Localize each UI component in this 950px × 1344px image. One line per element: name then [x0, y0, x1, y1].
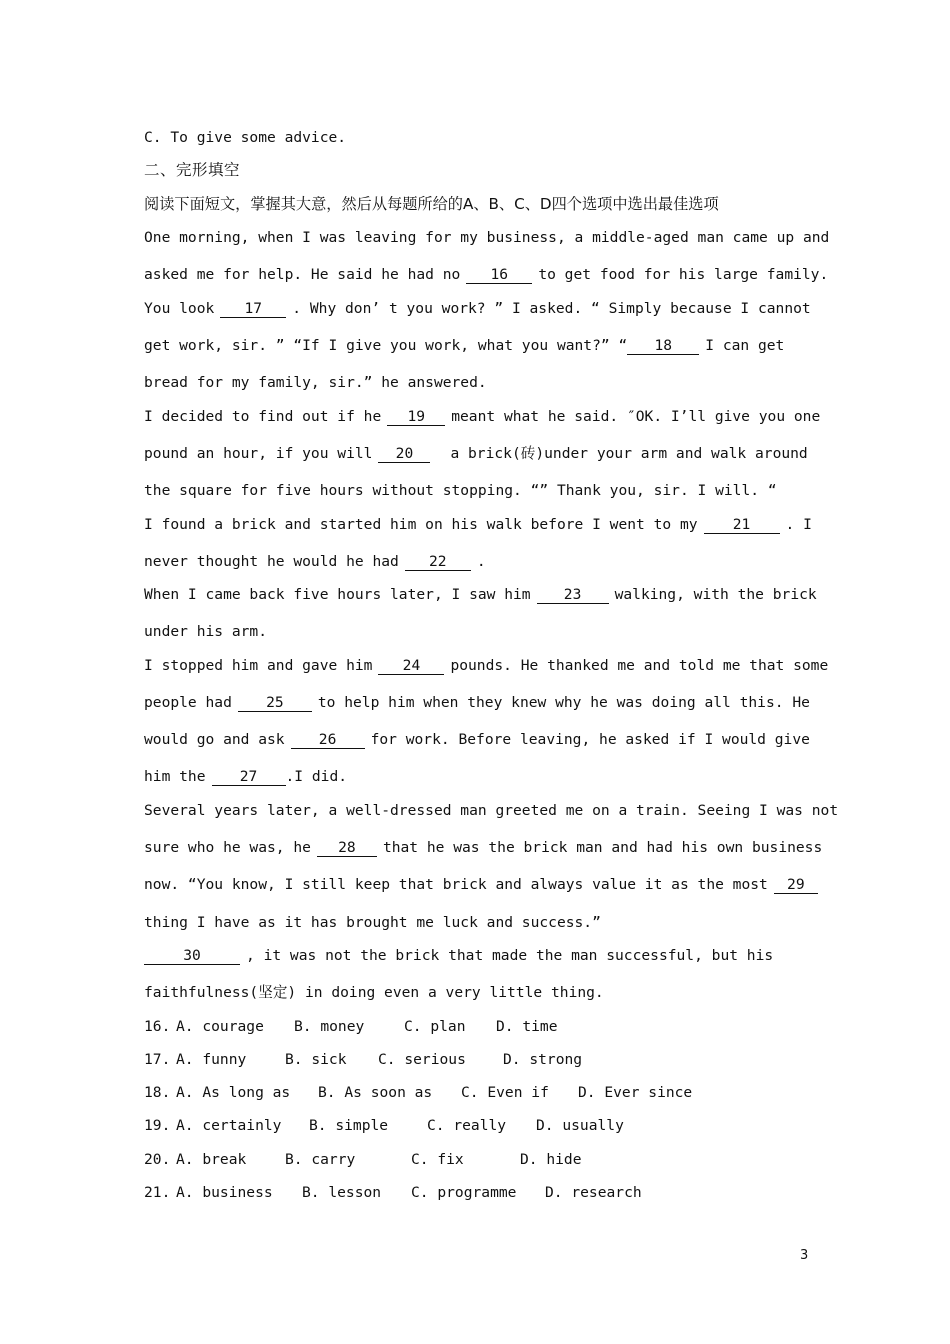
option-a[interactable]: A. courage: [176, 1018, 264, 1035]
passage-line: [144, 552, 806, 572]
passage-text: , it was not the brick that made the man successful, but his: [246, 947, 774, 964]
passage-line: under his arm.: [144, 623, 268, 640]
question-number: 20.: [144, 1151, 171, 1168]
option-c[interactable]: C. really: [427, 1117, 507, 1134]
passage-text: people had: [144, 694, 232, 711]
option-c[interactable]: C. fix: [411, 1151, 464, 1168]
question-16: [144, 1017, 806, 1037]
option-d[interactable]: D. time: [496, 1018, 558, 1035]
option-b[interactable]: B. lesson: [302, 1184, 382, 1201]
question-20: [144, 1150, 806, 1170]
passage-text: get work, sir. ” “If I give you work, what you want?” “: [144, 337, 628, 354]
question-19: [144, 1116, 806, 1136]
passage-line: the square for five hours without stopping. “” Thank you, sir. I will. “: [144, 482, 777, 499]
passage-text: pound an hour, if you will: [144, 445, 373, 462]
option-a[interactable]: A. As long as: [176, 1084, 291, 1101]
passage-text: When I came back five hours later, I saw him: [144, 586, 531, 603]
passage-line: [144, 407, 821, 427]
option-b[interactable]: B. sick: [285, 1051, 347, 1068]
passage-line: bread for my family, sir.” he answered.: [144, 374, 487, 391]
option-a[interactable]: A. certainly: [176, 1117, 282, 1134]
option-d[interactable]: D. usually: [536, 1117, 624, 1134]
option-a[interactable]: A. funny: [176, 1051, 247, 1068]
passage-text: would go and ask: [144, 731, 285, 748]
passage-line: [144, 585, 817, 605]
question-number: 19.: [144, 1117, 171, 1134]
blank-16: 16: [466, 266, 532, 284]
option-b[interactable]: B. carry: [285, 1151, 356, 1168]
option-d[interactable]: D. research: [545, 1184, 642, 1201]
passage-line: [144, 515, 812, 535]
option-d[interactable]: D. hide: [520, 1151, 582, 1168]
blank-28: 28: [317, 839, 377, 857]
passage-text: him the: [144, 768, 206, 785]
passage-line: [144, 656, 829, 676]
passage-text: I can get: [705, 337, 785, 354]
passage-line: faithfulness(坚定) in doing even a very little thing.: [144, 984, 604, 1001]
passage-text: asked me for help. He said he had no: [144, 266, 461, 283]
passage-line: [144, 838, 823, 858]
passage-text: to help him when they knew why he was doing all this. He: [317, 694, 810, 711]
previous-option-text: C. To give some advice.: [144, 129, 347, 146]
passage-text: that he was the brick man and had his own business: [382, 839, 823, 856]
passage-line: [144, 730, 810, 750]
question-number: 16.: [144, 1018, 171, 1035]
passage-text: walking, with the brick: [614, 586, 817, 603]
passage-text: I decided to find out if he: [144, 408, 382, 425]
blank-19: 19: [387, 408, 445, 426]
blank-27: 27: [212, 768, 286, 786]
passage-line: [144, 875, 806, 895]
passage-text: never thought he would he had: [144, 553, 399, 570]
option-d[interactable]: D. Ever since: [578, 1084, 693, 1101]
option-c[interactable]: C. plan: [404, 1018, 466, 1035]
passage-text: I found a brick and started him on his walk before I went to my: [144, 516, 698, 533]
passage-line: [144, 767, 806, 787]
passage-text: sure who he was, he: [144, 839, 311, 856]
blank-23: 23: [537, 586, 609, 604]
instruction-text: 阅读下面短文，掌握其大意，然后从每题所给的A、B、C、D四个选项中选出最佳选项: [144, 195, 719, 213]
passage-text: .I did.: [285, 768, 348, 785]
passage-line: [144, 299, 811, 319]
question-number: 17.: [144, 1051, 171, 1068]
passage-line: One morning, when I was leaving for my business, a middle-aged man came up and: [144, 229, 830, 246]
option-b[interactable]: B. money: [294, 1018, 365, 1035]
passage-text: for work. Before leaving, he asked if I would give: [370, 731, 810, 748]
passage-text: meant what he said. ″OK. I’ll give you one: [451, 408, 821, 425]
passage-text: now. “You know, I still keep that brick and always value it as the most: [144, 876, 768, 893]
blank-26: 26: [291, 731, 365, 749]
question-18: [144, 1083, 806, 1103]
passage-text: a brick(砖)under your arm and walk around: [450, 445, 808, 462]
option-a[interactable]: A. break: [176, 1151, 247, 1168]
passage-line: Several years later, a well-dressed man greeted me on a train. Seeing I was not: [144, 802, 839, 819]
passage-line: [144, 336, 806, 356]
passage-text: pounds. He thanked me and told me that some: [450, 657, 829, 674]
passage-text: You look: [144, 300, 215, 317]
passage-line: [144, 693, 810, 713]
passage-line: thing I have as it has brought me luck and success.”: [144, 914, 601, 931]
blank-24: 24: [378, 657, 444, 675]
option-c[interactable]: C. serious: [378, 1051, 466, 1068]
blank-30: 30: [144, 947, 240, 965]
option-d[interactable]: D. strong: [503, 1051, 583, 1068]
passage-text: .: [476, 553, 486, 570]
blank-25: 25: [238, 694, 312, 712]
question-17: [144, 1050, 806, 1070]
blank-22: 22: [405, 553, 471, 571]
page-number: 3: [800, 1248, 809, 1263]
passage-text: . I: [785, 516, 812, 533]
option-a[interactable]: A. business: [176, 1184, 273, 1201]
passage-text: to get food for his large family.: [538, 266, 829, 283]
option-c[interactable]: C. Even if: [461, 1084, 549, 1101]
passage-line: [144, 946, 806, 966]
blank-20: 20: [378, 445, 430, 463]
blank-17: 17: [220, 300, 286, 318]
section-title: 二、完形填空: [144, 161, 241, 179]
option-b[interactable]: B. simple: [309, 1117, 389, 1134]
passage-text: I stopped him and gave him: [144, 657, 373, 674]
passage-text: . Why don’ t you work? ” I asked. “ Simply because I cannot: [292, 300, 811, 317]
option-c[interactable]: C. programme: [411, 1184, 517, 1201]
blank-18: 18: [627, 337, 699, 355]
question-number: 18.: [144, 1084, 171, 1101]
blank-29: 29: [774, 876, 818, 894]
passage-line: [144, 265, 829, 285]
passage-line: [144, 444, 806, 464]
option-b[interactable]: B. As soon as: [318, 1084, 433, 1101]
question-21: [144, 1183, 806, 1203]
blank-21: 21: [704, 516, 780, 534]
question-number: 21.: [144, 1184, 171, 1201]
